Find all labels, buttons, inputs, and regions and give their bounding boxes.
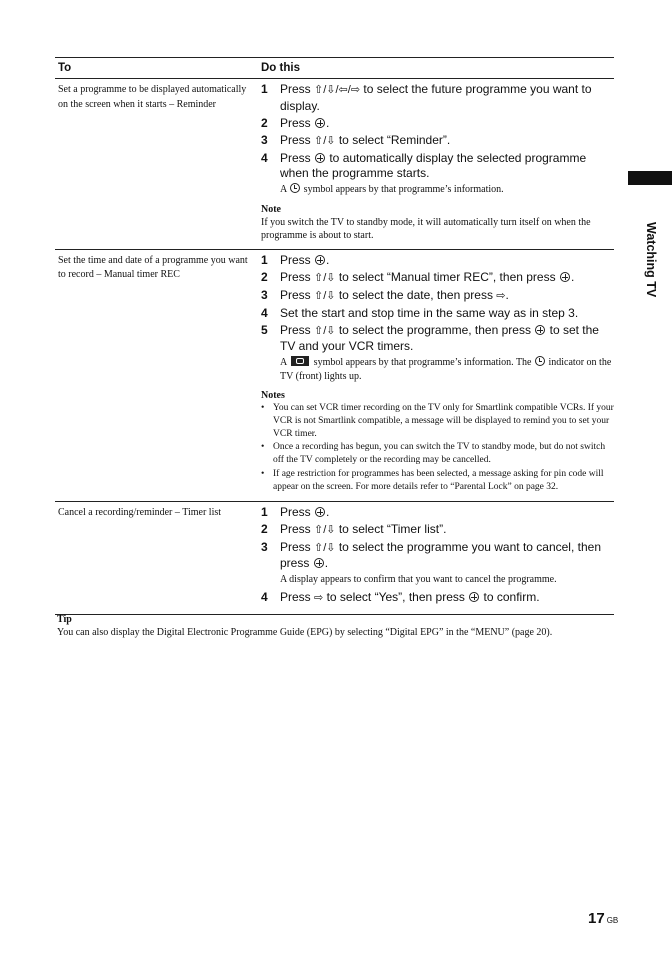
note-text: If you switch the TV to standby mode, it will automatically turn itself on when the programme is about to start. — [261, 216, 591, 241]
row-purpose: Cancel a recording/reminder – Timer list — [58, 506, 222, 518]
enter-button-icon — [469, 592, 479, 602]
arrow-keys-icon: ⇧/⇩ — [314, 523, 336, 536]
arrow-keys-icon: ⇧/⇩ — [314, 541, 336, 554]
enter-button-icon — [535, 325, 545, 335]
tip-text: You can also display the Digital Electronic Programme Guide (EPG) by selecting “Digital EPG” in the “MENU” (page 20). — [57, 627, 553, 638]
right-arrow-icon: ⇨ — [314, 591, 324, 604]
step: 2 Press . — [261, 115, 330, 130]
step: 1 Press . — [261, 252, 330, 267]
list-item: • Once a recording has begun, you can switch the TV to standby mode, but do not switch off the TV completely or the recording may be cancelled. — [261, 442, 606, 466]
step-detail: A display appears to confirm that you want to cancel the programme. — [280, 574, 557, 586]
list-item: • You can set VCR timer recording on the TV only for Smartlink compatible VCRs. If your VCR is not Smartlink compatible, a message will be displayed to remind you to set your VCR timer. — [261, 403, 614, 439]
section-tab-label: Watching TV — [644, 222, 658, 298]
instruction-table — [55, 57, 614, 615]
row-purpose: Set a programme to be displayed automatically on the screen when it starts – Reminder — [58, 84, 247, 110]
right-arrow-icon: ⇨ — [496, 289, 506, 302]
enter-button-icon — [315, 118, 325, 128]
page-number: 17 GB — [588, 910, 619, 927]
step: 2 Press ⇧/⇩ to select “Timer list”. — [261, 521, 447, 536]
header-do-this: Do this — [261, 62, 300, 74]
section-tab-marker — [628, 171, 672, 185]
row-purpose: Set the time and date of a programme you want to record – Manual timer REC — [58, 254, 248, 280]
tip-block — [57, 613, 617, 640]
step: 1 Press . — [261, 504, 330, 519]
enter-button-icon — [560, 272, 570, 282]
vcr-icon — [291, 356, 309, 366]
table-row-manual-timer-rec — [55, 250, 614, 502]
table-row-timer-list — [55, 502, 614, 615]
step: 3 Press ⇧/⇩ to select the programme you want to cancel, then press . — [261, 539, 601, 571]
arrow-keys-icon: ⇧/⇩ — [314, 134, 336, 147]
notes-heading: Notes — [261, 390, 285, 401]
enter-button-icon — [315, 255, 325, 265]
step: 3 Press ⇧/⇩ to select the date, then press ⇨. — [261, 287, 509, 302]
enter-button-icon — [315, 153, 325, 163]
step: 5 Press ⇧/⇩ to select the programme, then press to set the TV and your VCR timers. — [261, 322, 599, 353]
header-to: To — [58, 62, 72, 74]
step-detail: A symbol appears by that programme’s information. The indicator on the TV (front) lights up. — [280, 357, 612, 382]
step: 4 Press ⇨ to select “Yes”, then press to confirm. — [261, 589, 540, 604]
arrow-keys-icon: ⇧/⇩/⇦/⇨ — [314, 84, 361, 96]
step: 3 Press ⇧/⇩ to select “Reminder”. — [261, 132, 451, 147]
arrow-keys-icon: ⇧/⇩ — [314, 324, 336, 337]
step: 2 Press ⇧/⇩ to select “Manual timer REC”, then press . — [261, 269, 575, 284]
list-item: • If age restriction for programmes has been selected, a message asking for pin code will appear on the screen. For more details refer to “Parental Lock” on page 32. — [261, 468, 604, 492]
step: 4 Press to automatically display the selected programme when the programme starts. — [261, 150, 587, 180]
step: 1 Press ⇧/⇩/⇦/⇨ to select the future programme you want to display. — [261, 82, 592, 113]
tip-heading: Tip — [57, 614, 72, 625]
clock-icon — [290, 183, 300, 193]
table-header — [55, 57, 614, 79]
note-heading: Note — [261, 203, 281, 215]
enter-button-icon — [314, 558, 324, 568]
clock-icon — [535, 356, 545, 366]
arrow-keys-icon: ⇧/⇩ — [314, 289, 336, 302]
arrow-keys-icon: ⇧/⇩ — [314, 271, 336, 284]
table-row-reminder — [55, 79, 614, 250]
step-detail: A symbol appears by that programme’s information. — [280, 184, 504, 195]
enter-button-icon — [315, 507, 325, 517]
step: 4 Set the start and stop time in the same way as in step 3. — [261, 305, 579, 320]
